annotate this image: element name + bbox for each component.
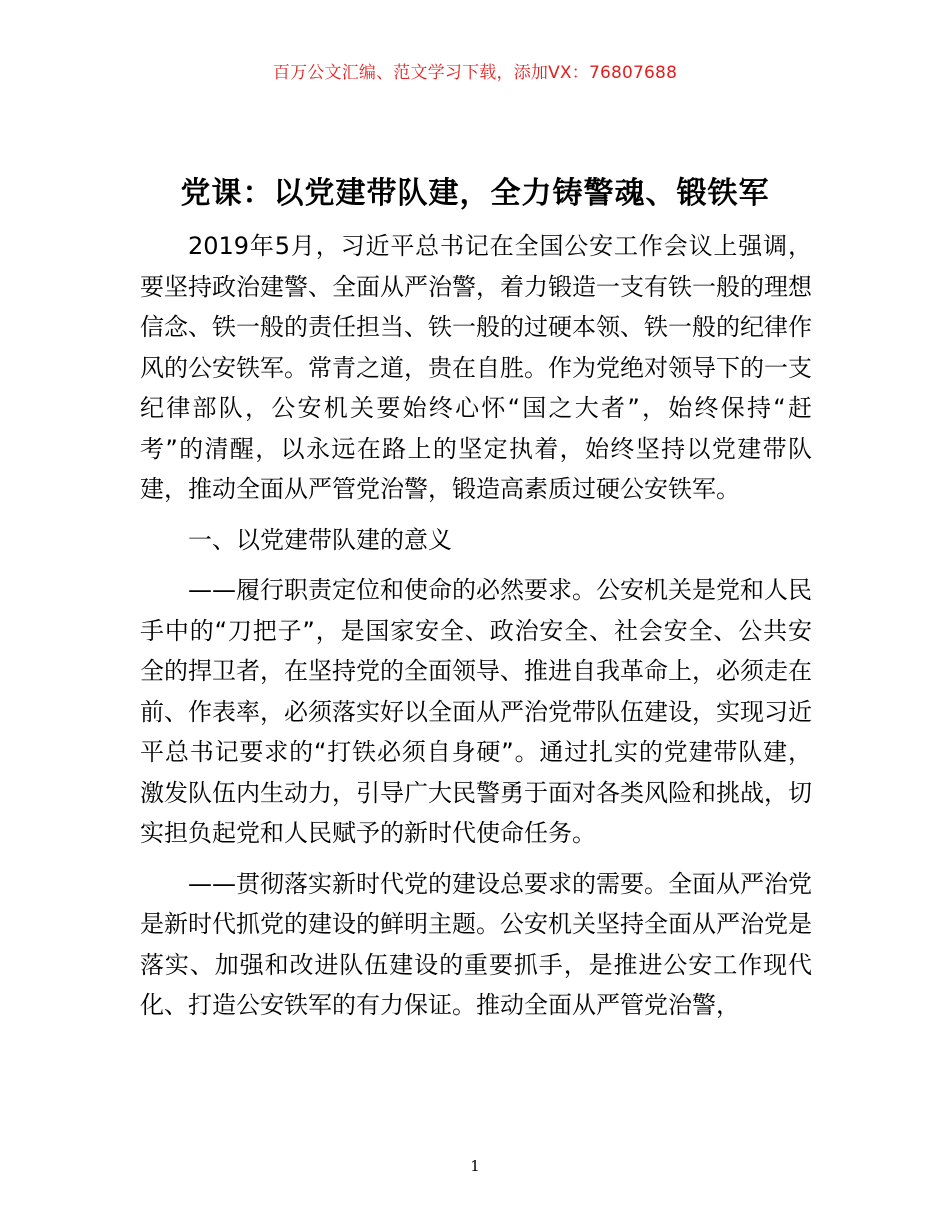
- paragraph-duty: ——履行职责定位和使命的必然要求。公安机关是党和人民手中的“刀把子”，是国家安全、政治安全、社会安全、公共安全的捍卫者，在坚持党的全面领导、推进自我革命上，必须走在前、作表率，必须落实好以全面从严治党带队伍建设，实现习近平总书记要求的“打铁必须自身硬”。通过扎实的党建带队建，激发队伍内生动力，引导广大民警勇于面对各类风险和挑战，切实担负起党和人民赋予的新时代使命任务。: [140, 576, 812, 847]
- document-title: 党课：以党建带队建，全力铸警魂、锻铁军: [180, 176, 770, 211]
- paragraph-intro: 2019年5月，习近平总书记在全国公安工作会议上强调，要坚持政治建警、全面从严治警，着力锻造一支有铁一般的理想信念、铁一般的责任担当、铁一般的过硬本领、铁一般的纪律作风的公安铁军。常青之道，贵在自胜。作为党绝对领导下的一支纪律部队，公安机关要始终心怀“国之大者”，始终保持“赶考”的清醒，以永远在路上的坚定执着，始终坚持以党建带队建，推动全面从严管党治警，锻造高素质过硬公安铁军。: [140, 232, 812, 503]
- document-body: [140, 226, 812, 1026]
- section-heading: 一、以党建带队建的意义: [188, 525, 452, 554]
- paragraph-requirement: ——贯彻落实新时代党的建设总要求的需要。全面从严治党是新时代抓党的建设的鲜明主题。公安机关坚持全面从严治党是落实、加强和改进队伍建设的重要抓手，是推进公安工作现代化、打造公安铁军的有力保证。推动全面从严管党治警，: [140, 869, 812, 1019]
- page-number: 1: [470, 1157, 480, 1175]
- header-note: 百万公文汇编、范文学习下载，添加VX：76807688: [272, 63, 678, 83]
